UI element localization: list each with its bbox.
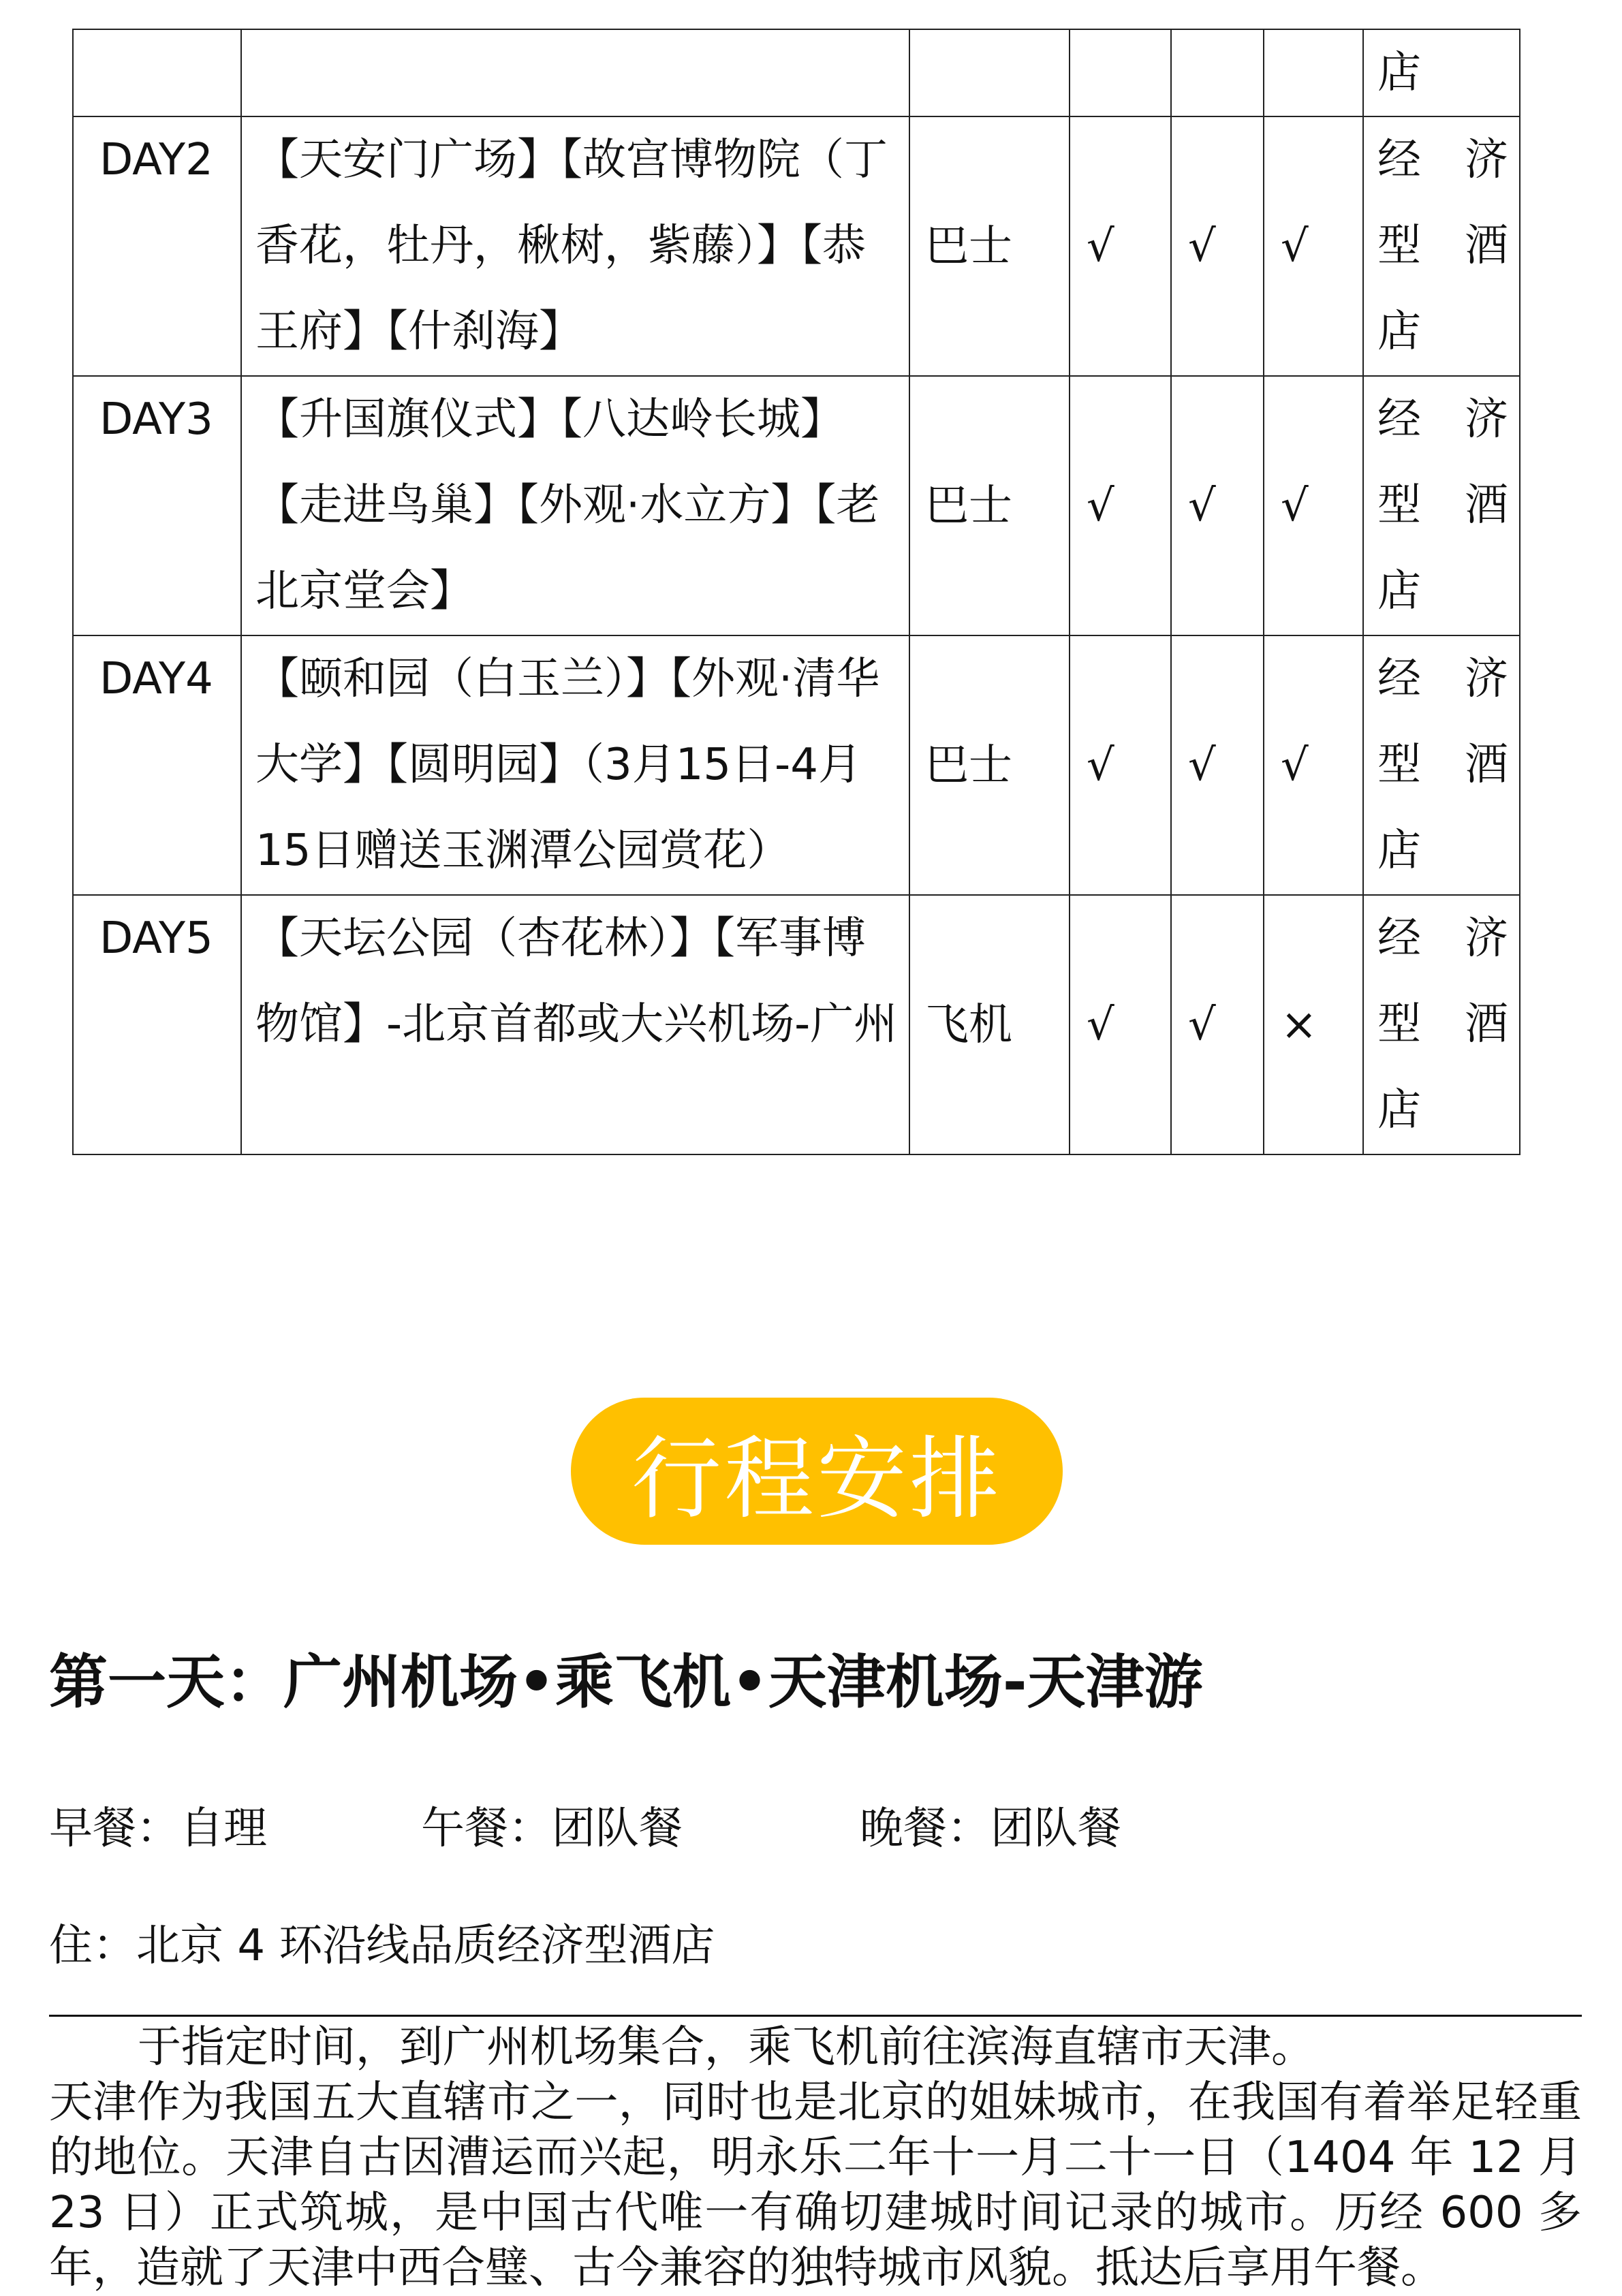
day-cell xyxy=(73,29,241,116)
day-description xyxy=(49,2020,1582,2296)
description-paragraph: 于指定时间，到广州机场集合，乘飞机前往滨海直辖市天津。 xyxy=(138,2022,1315,2073)
schedule-cell: 【天安门广场】【故宫博物院（丁香花，牡丹，楸树，紫藤）】【恭王府】【什刹海】 xyxy=(241,116,909,376)
day-cell: DAY5 xyxy=(73,895,241,1154)
transport-cell: 飞机 xyxy=(909,895,1070,1154)
transport-cell xyxy=(909,29,1070,116)
lunch-cell: √ xyxy=(1171,635,1264,895)
dinner-info: 晚餐：团队餐 xyxy=(860,1804,1121,1854)
breakfast-cell: √ xyxy=(1070,376,1171,635)
table-row xyxy=(73,895,1520,1154)
breakfast-cell: √ xyxy=(1070,635,1171,895)
table-row xyxy=(73,29,1520,116)
hotel-text: 店 xyxy=(1377,48,1421,98)
hotel-cell xyxy=(1363,376,1520,635)
lunch-cell: √ xyxy=(1171,895,1264,1154)
lunch-info: 午餐：团队餐 xyxy=(421,1804,683,1854)
table-row xyxy=(73,116,1520,376)
hotel-text: 经 济 型 酒 店 xyxy=(1377,654,1508,876)
section-divider xyxy=(49,2015,1582,2017)
lunch-cell: √ xyxy=(1171,116,1264,376)
table-row xyxy=(73,635,1520,895)
hotel-cell xyxy=(1363,29,1520,116)
dinner-cell xyxy=(1264,29,1363,116)
breakfast-cell: √ xyxy=(1070,116,1171,376)
lunch-cell xyxy=(1171,29,1264,116)
transport-cell: 巴士 xyxy=(909,635,1070,895)
hotel-text: 经 济 型 酒 店 xyxy=(1377,913,1508,1135)
dinner-cell: √ xyxy=(1264,635,1363,895)
hotel-cell xyxy=(1363,895,1520,1154)
lunch-cell: √ xyxy=(1171,376,1264,635)
hotel-cell xyxy=(1363,116,1520,376)
dinner-cell: √ xyxy=(1264,116,1363,376)
table-row xyxy=(73,376,1520,635)
transport-cell: 巴士 xyxy=(909,376,1070,635)
accommodation-info: 住：北京 4 环沿线品质经济型酒店 xyxy=(49,1921,715,1971)
breakfast-cell: √ xyxy=(1070,895,1171,1154)
breakfast-info: 早餐：自理 xyxy=(49,1804,267,1854)
transport-cell: 巴士 xyxy=(909,116,1070,376)
hotel-text: 经 济 型 酒 店 xyxy=(1377,394,1508,616)
breakfast-cell xyxy=(1070,29,1171,116)
section-badge: 行程安排 xyxy=(571,1398,1063,1545)
hotel-text: 经 济 型 酒 店 xyxy=(1377,135,1508,357)
dinner-cell: √ xyxy=(1264,376,1363,635)
description-paragraph: 天津作为我国五大直辖市之一，同时也是北京的姐妹城市，在我国有着举足轻重的地位。天津自古因漕运而兴起，明永乐二年十一月二十一日（1404 年 12 月 23 日）正式筑城，是中国古代唯一有确切建城时间记录的城市。历经 600 多年，造就了天津中西合璧、古今兼容的独特城市风貌。抵达后享用午餐。 xyxy=(49,2077,1582,2293)
hotel-cell xyxy=(1363,635,1520,895)
schedule-cell: 【天坛公园（杏花林）】【军事博物馆】-北京首都或大兴机场-广州 xyxy=(241,895,909,1154)
schedule-cell: 【升国旗仪式】【八达岭长城】【走进鸟巢】【外观·水立方】【老北京堂会】 xyxy=(241,376,909,635)
day-cell: DAY3 xyxy=(73,376,241,635)
day-title: 第一天：广州机场•乘飞机•天津机场-天津游 xyxy=(49,1648,1203,1716)
itinerary-table xyxy=(72,29,1520,1155)
itinerary-table-body xyxy=(73,29,1520,1154)
schedule-cell xyxy=(241,29,909,116)
day-cell: DAY2 xyxy=(73,116,241,376)
day-cell: DAY4 xyxy=(73,635,241,895)
dinner-cell: × xyxy=(1264,895,1363,1154)
schedule-cell: 【颐和园（白玉兰）】【外观·清华大学】【圆明园】（3月15日-4月15日赠送玉渊潭公园赏花） xyxy=(241,635,909,895)
